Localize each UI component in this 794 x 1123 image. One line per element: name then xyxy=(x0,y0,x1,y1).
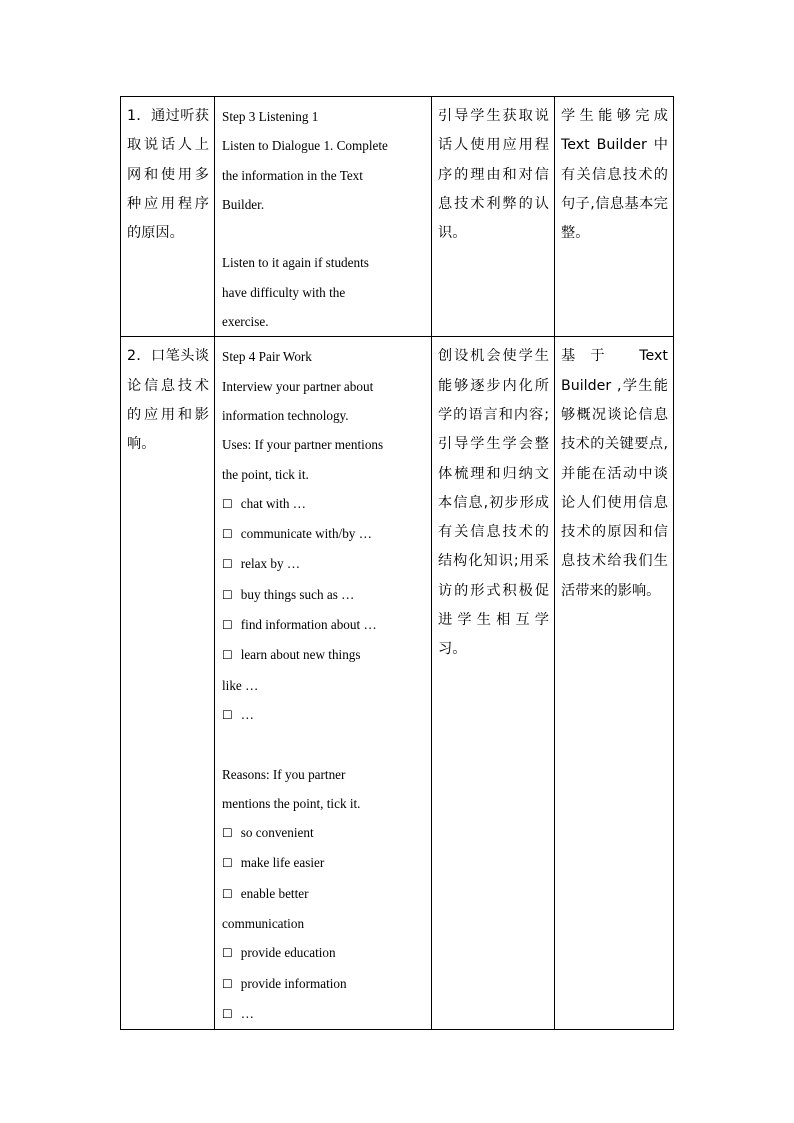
checklist-item xyxy=(222,938,427,968)
steps-text xyxy=(215,337,431,1029)
table-row xyxy=(121,97,674,337)
assessment-text: 基于 Text Builder ,学生能够概况谈论信息技术的关键要点,并能在活动中谈论人们使用信息技术的原因和信息技术给我们生活带来的影响。 xyxy=(561,348,668,599)
checklist-item xyxy=(222,489,427,519)
assessment-text: 学生能够完成 Text Builder 中有关信息技术的句子,信息基本完整。 xyxy=(561,108,668,242)
checkbox-icon[interactable]: ☐ xyxy=(222,826,233,841)
blank-line xyxy=(222,730,427,759)
checklist-item xyxy=(222,580,427,610)
step-line: Uses: If your partner mentions xyxy=(222,437,384,453)
checkbox-icon[interactable]: ☐ xyxy=(222,557,233,572)
checkbox-icon[interactable]: ☐ xyxy=(222,886,233,901)
step-line: Listen to Dialogue 1. Complete xyxy=(222,138,388,154)
intent-text: 创设机会使学生能够逐步内化所学的语言和内容;引导学生学会整体梳理和归纳文本信息,初步形成有关信息技术的结构化知识;用采访的形式积极促进学生相互学习。 xyxy=(438,348,549,658)
checkbox-icon[interactable]: ☐ xyxy=(222,527,233,542)
intent-text: 引导学生获取说话人使用应用程序的理由和对信息技术利弊的认识。 xyxy=(438,108,549,242)
step-line: Builder. xyxy=(222,196,265,212)
objective-cell xyxy=(121,337,215,1030)
checkbox-icon[interactable]: ☐ xyxy=(222,618,233,633)
checklist-label: find information about … xyxy=(240,617,377,633)
checklist-label: … xyxy=(240,706,254,722)
checkbox-icon[interactable]: ☐ xyxy=(222,856,233,871)
step-line: Interview your partner about xyxy=(222,378,374,394)
checkbox-icon[interactable]: ☐ xyxy=(222,496,233,511)
checklist-label: chat with … xyxy=(240,495,306,511)
checklist-label: so convenient xyxy=(240,825,314,841)
checklist-item xyxy=(222,879,427,909)
checklist-item xyxy=(222,640,427,670)
step-line: Reasons: If you partner xyxy=(222,766,346,782)
checklist-label: relax by … xyxy=(240,556,301,572)
step-line: have difficulty with the xyxy=(222,284,346,300)
checkbox-icon[interactable]: ☐ xyxy=(222,976,233,991)
step-line: the information in the Text xyxy=(222,167,363,183)
checkbox-icon[interactable]: ☐ xyxy=(222,1006,233,1021)
blank-line xyxy=(222,219,427,248)
objective-text: 2．口笔头谈论信息技术的应用和影响。 xyxy=(127,348,209,453)
step-line: the point, tick it. xyxy=(222,466,309,482)
checklist-label: provide education xyxy=(240,945,336,961)
step-line: Listen to it again if students xyxy=(222,255,369,271)
checklist-continuation: communication xyxy=(222,916,305,932)
checklist-continuation: like … xyxy=(222,677,259,693)
steps-text xyxy=(215,97,431,336)
checklist-item xyxy=(222,610,427,640)
checklist-item xyxy=(222,999,427,1029)
checklist-item xyxy=(222,848,427,878)
checklist-item xyxy=(222,519,427,549)
checklist-item xyxy=(222,700,427,730)
step-line: exercise. xyxy=(222,314,269,330)
objective-text: 1．通过听获取说话人上网和使用多种应用程序的原因。 xyxy=(127,108,209,242)
checklist-label: learn about new things xyxy=(240,647,361,663)
steps-cell xyxy=(215,97,432,337)
step-line: Step 3 Listening 1 xyxy=(222,109,319,124)
checklist-label: provide information xyxy=(240,975,347,991)
checklist-label: buy things such as … xyxy=(240,586,355,602)
table-row xyxy=(121,337,674,1030)
step-line: information technology. xyxy=(222,407,349,423)
steps-cell xyxy=(215,337,432,1030)
checklist-item xyxy=(222,818,427,848)
checkbox-icon[interactable]: ☐ xyxy=(222,707,233,722)
checklist-label: … xyxy=(240,1005,254,1021)
step-line: mentions the point, tick it. xyxy=(222,795,361,811)
assessment-cell xyxy=(555,337,674,1030)
checklist-label: enable better xyxy=(240,885,309,901)
checkbox-icon[interactable]: ☐ xyxy=(222,946,233,961)
intent-cell xyxy=(432,337,555,1030)
checklist-label: communicate with/by … xyxy=(240,526,372,542)
assessment-cell xyxy=(555,97,674,337)
checklist-label: make life easier xyxy=(240,855,325,871)
step-line: Step 4 Pair Work xyxy=(222,349,312,365)
lesson-plan-table xyxy=(120,96,674,1030)
checklist-item xyxy=(222,549,427,579)
checkbox-icon[interactable]: ☐ xyxy=(222,587,233,602)
checkbox-icon[interactable]: ☐ xyxy=(222,648,233,663)
intent-cell xyxy=(432,97,555,337)
checklist-item xyxy=(222,969,427,999)
objective-cell xyxy=(121,97,215,337)
